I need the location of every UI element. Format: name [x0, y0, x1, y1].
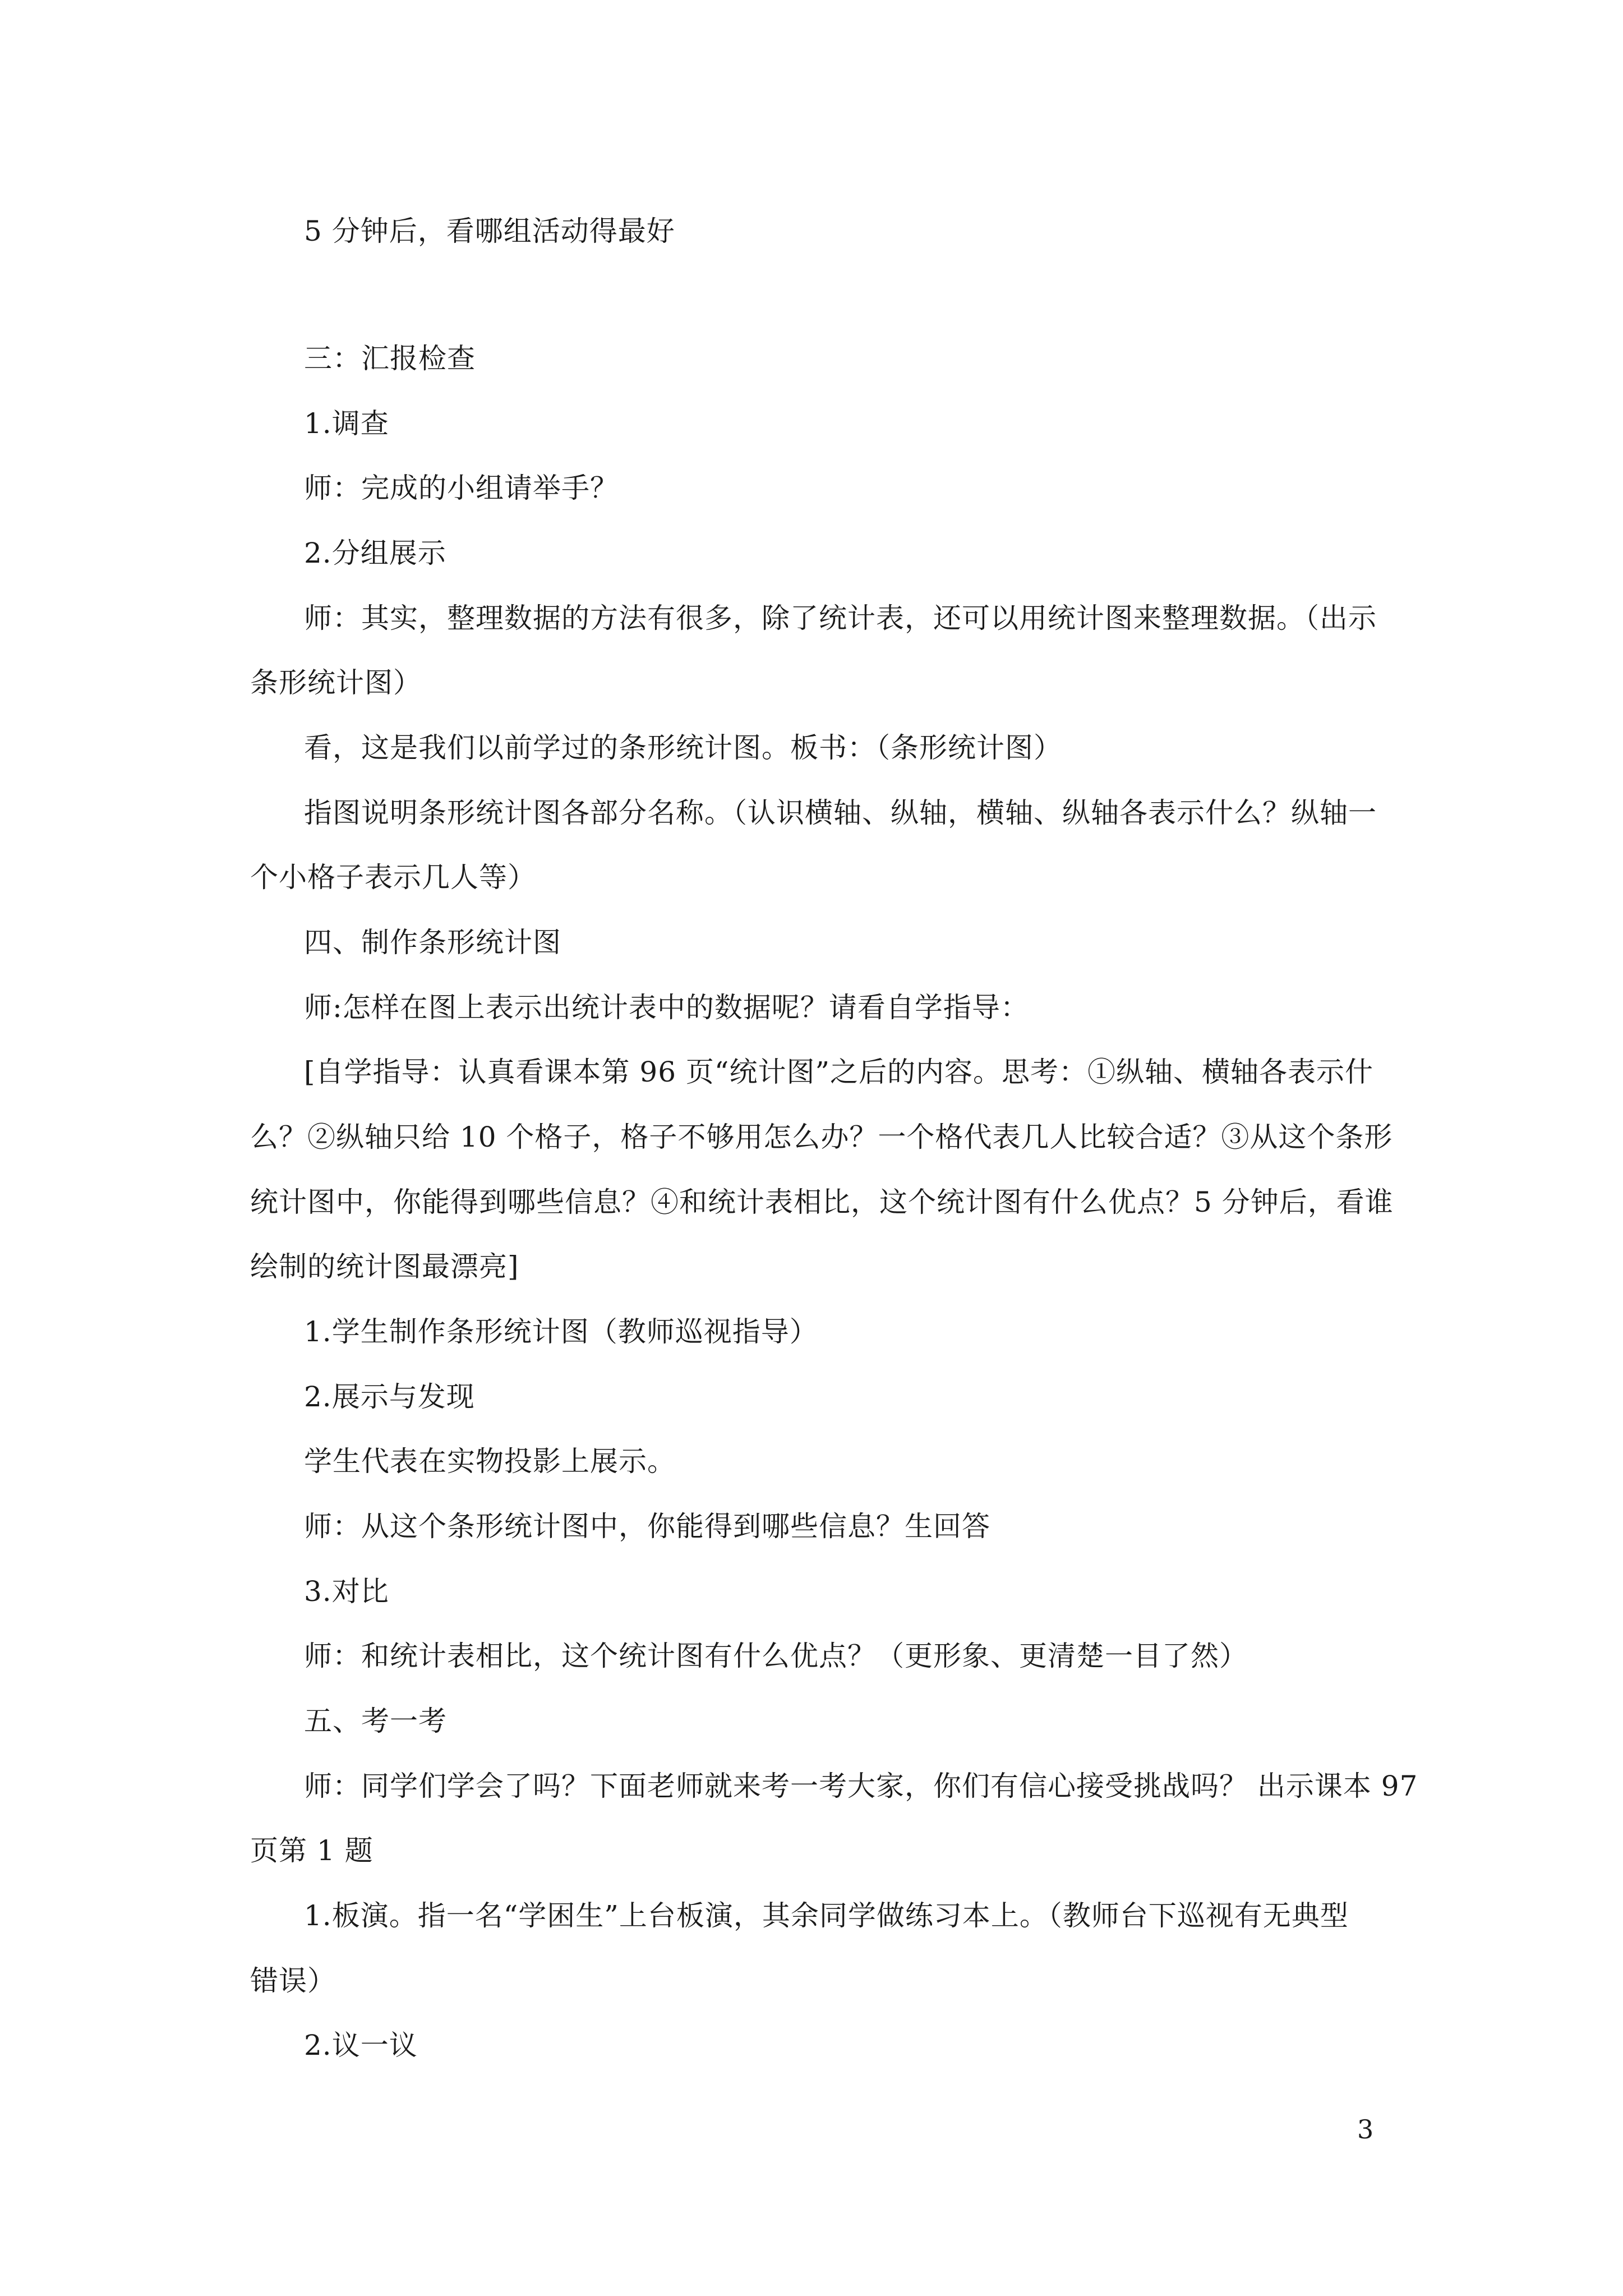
section-heading: 三：汇报检查 — [304, 342, 476, 375]
text-line: 错误） — [250, 1964, 336, 1997]
text-line: 师：同学们学会了吗？下面老师就来考一考大家，你们有信心接受挑战吗？ 出示课本 97 — [304, 1770, 1418, 1802]
text-line: 条形统计图） — [250, 666, 422, 699]
text-line: 统计图中，你能得到哪些信息？④和统计表相比，这个统计图有什么优点？5 分钟后，看谁 — [250, 1186, 1394, 1218]
text-line: 师:怎样在图上表示出统计表中的数据呢？请看自学指导： — [304, 991, 1029, 1024]
text-line: 5 分钟后，看哪组活动得最好 — [304, 215, 675, 247]
text-line: 师：其实，整理数据的方法有很多，除了统计表，还可以用统计图来整理数据。（出示 — [304, 602, 1377, 634]
text-line: 绘制的统计图最漂亮] — [250, 1250, 519, 1283]
text-line: 么？②纵轴只给 10 个格子，格子不够用怎么办？一个格代表几人比较合适？③从这个条形 — [250, 1121, 1393, 1153]
text-line: 2.议一议 — [304, 2029, 418, 2062]
text-line: [自学指导：认真看课本第 96 页“统计图”之后的内容。思考：①纵轴、横轴各表示什 — [304, 1056, 1374, 1088]
text-line: 2.分组展示 — [304, 537, 446, 569]
text-line: 指图说明条形统计图各部分名称。（认识横轴、纵轴，横轴、纵轴各表示什么？纵轴一 — [304, 797, 1377, 829]
section-heading: 四、制作条形统计图 — [304, 926, 561, 959]
section-heading: 五、考一考 — [304, 1705, 447, 1737]
text-line: 师：和统计表相比，这个统计图有什么优点？（更形象、更清楚一目了然） — [304, 1640, 1248, 1672]
page-number: 3 — [1357, 2114, 1374, 2145]
text-line: 师：从这个条形统计图中，你能得到哪些信息？生回答 — [304, 1510, 990, 1543]
text-line: 学生代表在实物投影上展示。 — [304, 1445, 676, 1478]
text-line: 2.展示与发现 — [304, 1381, 475, 1413]
text-line: 1.学生制作条形统计图（教师巡视指导） — [304, 1315, 818, 1348]
text-line: 页第 1 题 — [250, 1834, 374, 1867]
text-line: 个小格子表示几人等） — [250, 861, 536, 894]
text-line: 看，这是我们以前学过的条形统计图。板书：（条形统计图） — [304, 731, 1062, 764]
text-line: 1.调查 — [304, 407, 389, 440]
text-line: 师：完成的小组请举手？ — [304, 472, 619, 504]
text-line: 3.对比 — [304, 1575, 389, 1608]
text-line: 1.板演。指一名“学困生”上台板演，其余同学做练习本上。（教师台下巡视有无典型 — [304, 1899, 1349, 1932]
